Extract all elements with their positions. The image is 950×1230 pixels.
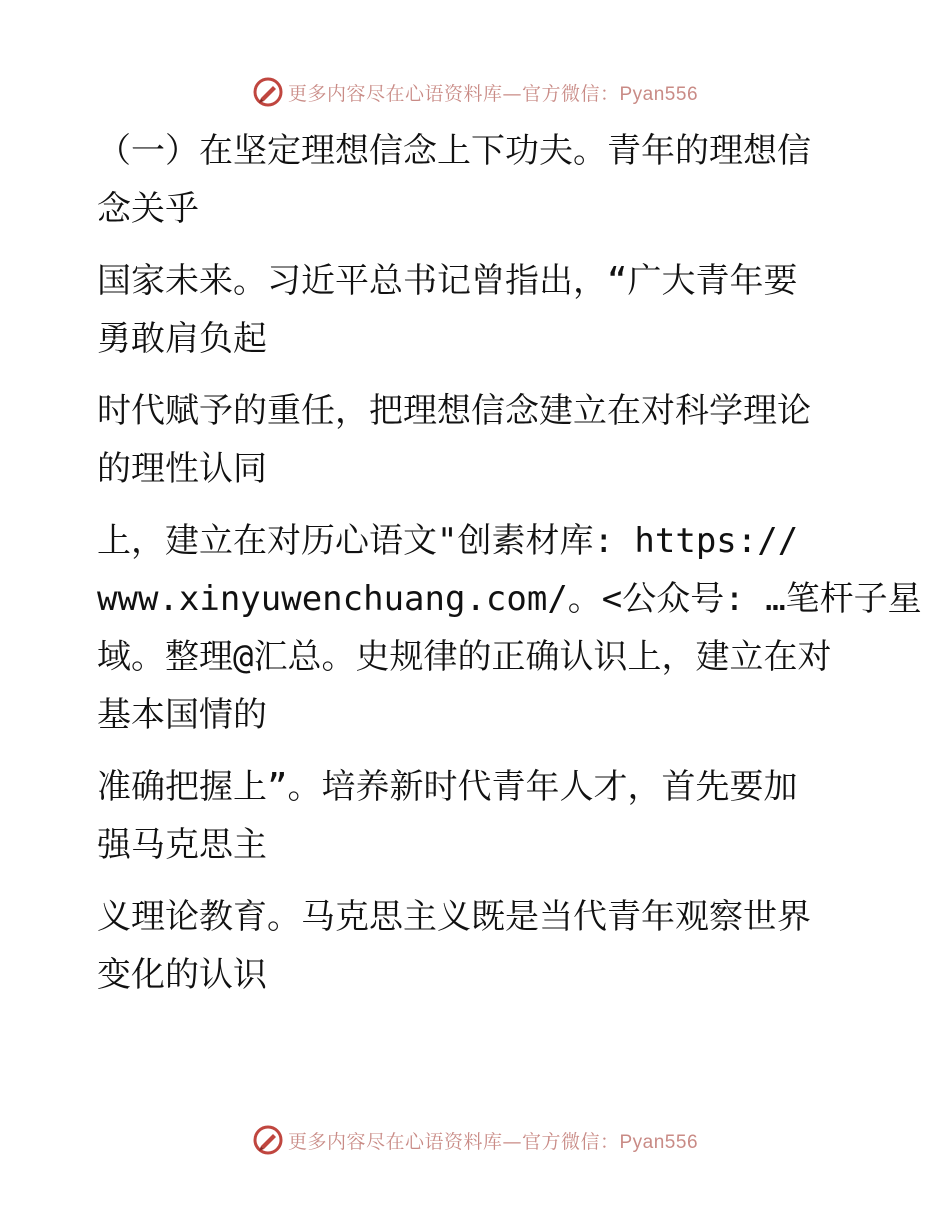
text-line: （一）在坚定理想信念上下功夫。青年的理想信 xyxy=(97,131,811,171)
watermark-text: 更多内容尽在心语资料库—官方微信： xyxy=(287,1130,620,1153)
brush-pen-logo-icon xyxy=(252,76,284,108)
paragraph-3 xyxy=(97,382,857,498)
brush-pen-logo-icon xyxy=(252,1124,284,1156)
watermark-text: 更多内容尽在心语资料库—官方微信： xyxy=(287,82,620,105)
text-line: 上，建立在对历心语文"创素材库: https:// xyxy=(97,521,799,561)
text-line: 域。整理@汇总。史规律的正确认识上，建立在对 xyxy=(97,637,832,677)
text-line: 基本国情的 xyxy=(97,695,267,735)
text-line: 强马克思主 xyxy=(97,825,267,865)
watermark-wechat-id: Pyan556 xyxy=(619,1131,699,1153)
paragraph-6 xyxy=(97,888,857,1004)
paragraph-1 xyxy=(97,122,857,238)
text-line: 的理性认同 xyxy=(97,449,267,489)
document-body xyxy=(97,122,922,1018)
text-line: www.xinyuwenchuang.com/。<公众号: …笔杆子星 xyxy=(97,579,922,619)
text-line: 国家未来。习近平总书记曾指出，“广大青年要 xyxy=(97,261,798,301)
text-line: 时代赋予的重任，把理想信念建立在对科学理论 xyxy=(97,391,811,431)
paragraph-5 xyxy=(97,758,857,874)
text-line: 念关乎 xyxy=(97,189,199,229)
footer-watermark xyxy=(0,1120,950,1160)
paragraph-2 xyxy=(97,252,857,368)
paragraph-4 xyxy=(97,512,922,744)
header-watermark xyxy=(0,72,950,112)
text-line: 变化的认识 xyxy=(97,955,267,995)
text-line: 勇敢肩负起 xyxy=(97,319,267,359)
watermark-wechat-id: Pyan556 xyxy=(619,83,699,105)
text-line: 准确把握上”。培养新时代青年人才，首先要加 xyxy=(97,767,798,807)
text-line: 义理论教育。马克思主义既是当代青年观察世界 xyxy=(97,897,811,937)
